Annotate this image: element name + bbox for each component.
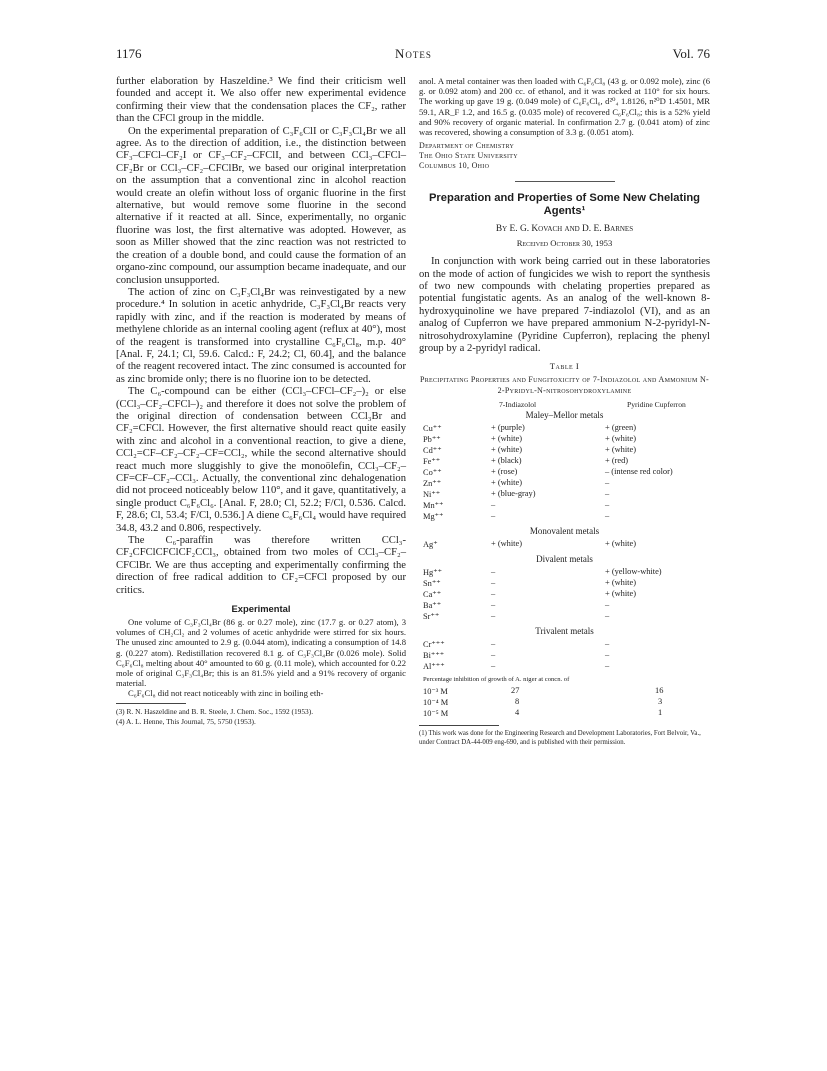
page-number: 1176 [116,46,142,61]
table-row: Sn⁺⁺ – + (white) [423,578,637,589]
results-table [419,400,710,718]
paragraph: The C₆-compound can be either (CCl₃–CFCl–CF₂–)₂ or else (CCl₃–CF₂–CFCl–)₂ and therefore it does not solve the problem of the original direction of condensation between CCl₃Br and CF₂=CFCl. However, the first alternative should react quite easily with zinc and alcohol in a conventional reaction, to give a diene, CCl₂=CF–CF₂–CF₂–CF=CCl₂, while the second alternative should react much more sluggishly to give the monoölefin, CCl₃–CF₂–CF=CF–CF₂–CCl₃. Actually, the conventional zinc dehalogenation did not proceed noticeably below 110°, and it gave, quantitatively, a single product C₆F₆Cl₆. [Anal. F, 28.0; Cl, 52.2; F/Cl, 0.536. Calcd. F, 28.6; Cl, 53.4; F/Cl, 0.536.] A diene C₆F₆Cl₄ would have required 34.8, 43.2 and 0.806, respectively. [116,386,406,534]
table-row: Ba⁺⁺ – – [423,600,610,611]
affiliation-line: Department of Chemistry [419,141,515,151]
table-row: Ag⁺ + (white) + (white) [423,539,637,550]
table-row: Fe⁺⁺ + (black) + (red) [423,456,629,467]
experimental-text: One volume of C₃F₃Cl₄Br (86 g. or 0.27 mole), zinc (17.7 g. or 0.27 atom), 3 volumes of CH₂Cl₂ and 2 volumes of acetic anhydride were stirred for six hours. The unused zinc amounted to 2.9 g. (0.044 atom), indicating a consumption of 14.8 g. (0.227 atom). Redistillation recovered 8.1 g. of C₃F₃Cl₄Br (0.026 mole). Solid C₆F₆Cl₈ melting about 40° amounted to 60 g. (0.11 mole), which accounted for 0.22 mole of original C₃F₃Cl₄Br; this is an 81.5% yield and a 91% recovery of organic material. [116,617,406,689]
table-row: 10⁻⁵ M 4 1 [423,707,663,718]
table-section-label: Divalent metals [536,554,593,565]
table-row: Zn⁺⁺ + (white) – [423,478,610,489]
intro-paragraph: In conjunction with work being carried out in these laboratories on the mode of action of fungicides we wish to report the synthesis of two new compounds with chelating properties prepared as potential fungistatic agents. As an analog of the well-known 8-hydroxyquinoline we have prepared 7-indiazolol (VI), and as an analog of Cupferron we have prepared ammonium N-2-pyridyl-N-nitrosohydroxylamine (Pyridine Cupferron), replacing the phenyl group by a 2-pyridyl radical. [419,256,710,355]
affiliation-line: Columbus 10, Ohio [419,161,490,171]
table-section-label: Trivalent metals [535,626,594,637]
table-row: Mg⁺⁺ – – [423,511,610,522]
footnote: (4) A. L. Henne, This Journal, 75, 5750 (1953). [116,716,256,726]
article-title: Preparation and Properties of Some New Chelating Agents¹ [428,192,701,218]
table-caption: Table I [549,361,580,372]
table-row: Pb⁺⁺ + (white) + (white) [423,434,637,445]
footnote: (3) R. N. Haszeldine and B. R. Steele, J. Chem. Soc., 1592 (1953). [116,706,314,716]
paragraph: further elaboration by Haszeldine.³ We find their criticism well founded and accept it. We also offer new experimental evidence confirming their view that the condensation places the CF₂, rather than the CFCl group in the middle. [116,76,406,125]
table-row: Ca⁺⁺ – + (white) [423,589,637,600]
section-rule [515,181,615,182]
inhibition-label: Percentage inhibition of growth of A. niger at concn. of [423,676,570,684]
table-row: 10⁻⁴ M 8 3 [423,696,663,707]
table-section-label: Maley–Mellor metals [525,410,604,421]
paragraph: The C₆-paraffin was therefore written CCl₃-CF₂CFClCFClCF₂CCl₃, obtained from two moles of CCl₃–CF₂–CFClBr. We are thus accepting and experimentally confirming the direction of free radical addition to CF₂=CFCl proposed by our critics. [116,535,406,596]
table-row: Co⁺⁺ + (rose) – (intense red color) [423,467,673,478]
left-column [116,76,406,727]
experimental-text: C₆F₆Cl₈ did not react noticeably with zinc in boiling eth- [128,688,324,699]
table-section-label: Monovalent metals [529,526,600,537]
running-head: Notes [395,46,432,61]
table-row: Sr⁺⁺ – – [423,611,610,622]
table-row: Mn⁺⁺ – – [423,500,610,511]
byline: By E. G. Kovach and D. E. Barnes [495,224,634,235]
footnote: (1) This work was done for the Engineering Research and Development Laboratories, Fort Belvoir, Va., under Contract DA-44-009 eng-690, and is published with their permission. [419,729,701,746]
table-row: Cr⁺⁺⁺ – – [423,639,610,650]
table-row: Cd⁺⁺ + (white) + (white) [423,445,637,456]
continued-text: anol. A metal container was then loaded with C₆F₆Cl₈ (43 g. or 0.092 mole), zinc (6 g. or 0.092 atom) and 200 cc. of ethanol, and it was rocked at 110° for six hours. The working up gave 19 g. (0.049 mole) of C₆F₆Cl₆, d²⁰₄ 1.8126, n²⁰D 1.4501, MR 59.1, AR_F 1.2, and 16.5 g. (0.035 mole) of recovered C₆F₆Cl₈; this is a 52% yield and 90% recovery of organic material. In confirmation 2.7 g. (0.041 atom) of zinc was recovered, showing a consumption of 3.3 g. (0.051 atom). [419,76,710,138]
right-column [419,76,710,747]
volume-label: Vol. 76 [672,46,710,61]
column-header: 7-Indiazolol [499,400,537,410]
received-date: Received October 30, 1953 [516,238,613,249]
table-row: Cu⁺⁺ + (purple) + (green) [423,423,636,434]
column-header: Pyridine Cupferron [627,400,686,410]
affiliation [419,141,710,171]
footnote-rule [116,703,186,704]
paragraph: The action of zinc on C₃F₃Cl₄Br was reinvestigated by a new procedure.⁴ In solution in acetic anhydride, C₃F₃Cl₄Br reacts very rapidly with zinc, and if the reaction is moderated by means of methylene chloride as an internal cooling agent (reflux at 40°), most of the reagent is transformed into crystalline C₆F₆Cl₈, m.p. 40° [Anal. F, 24.1; Cl, 59.6. Calcd.: F, 24.2; Cl, 60.4], and the balance of the reagent recovered intact. The zinc consumed is accounted for as zinc bromide only; there is no fluorine ion to be detected. [116,286,406,385]
table-row: Bi⁺⁺⁺ – – [423,650,610,661]
table-header-row [419,400,710,410]
table-title: Precipitating Properties and Fungitoxicity of 7-Indiazolol and Ammonium N-2-Pyridyl-N-nitrosohydroxylamine [419,375,710,396]
experimental-heading: Experimental [231,603,291,615]
paragraph: On the experimental preparation of C₃F₆ClI or C₃F₃Cl₄Br we all agree. As to the direction of addition, i.e., the distinction between CF₃–CFCl–CF₂I or CF₃–CF₂–CFClI, and between CCl₃–CFCl–CF₂Br or CCl₃–CF₂–CFClBr, we based our original interpretation on the assumption that a conventional zinc in alcohol reaction would create an olefin without loss of organic fluorine in the first alternative, but would remove some fluorine in the second alternative if it reacted at all. Since, experimentally, no organic fluorine was lost, the first alternative was adopted. However, as soon as Miller showed that the zinc reaction was not restricted to the creation of a double bond, and could cause the formation of an organo-zinc compound, our assumption became inadequate, and our conclusion unsupported. [116,125,406,286]
footnote-rule [419,725,499,726]
table-row: Hg⁺⁺ – + (yellow-white) [423,567,662,578]
table-row: Al⁺⁺⁺ – – [423,661,610,672]
affiliation-line: The Ohio State University [419,151,518,161]
table-row: Ni⁺⁺ + (blue-gray) – [423,489,610,500]
table-row: 10⁻³ M 27 16 [423,685,664,696]
